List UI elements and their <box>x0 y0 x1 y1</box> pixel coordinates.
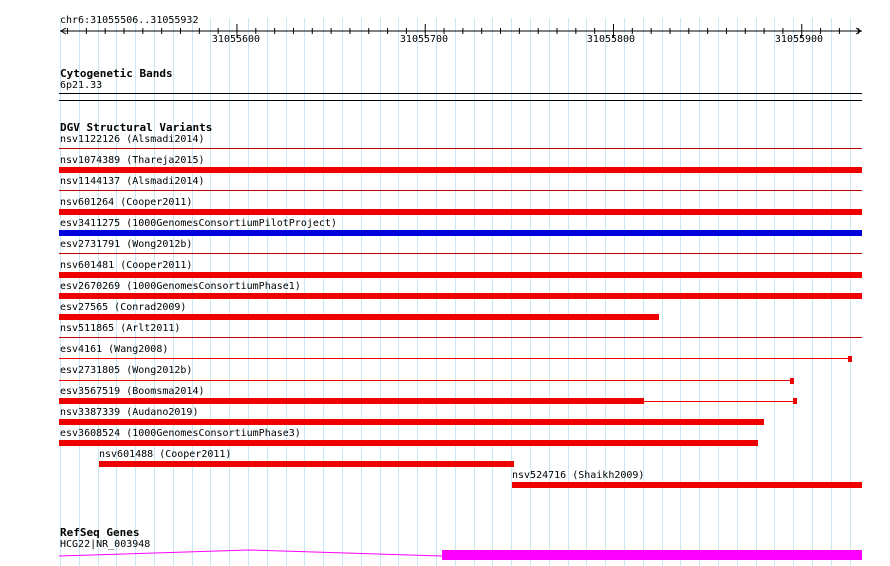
refseq-gene-label[interactable]: HCG22|NR_003948 <box>60 539 151 550</box>
dgv-feature-block[interactable] <box>790 378 794 384</box>
dgv-feature-label[interactable]: nsv601481 (Cooper2011) <box>60 260 193 271</box>
track-divider <box>59 100 862 101</box>
dgv-feature-line[interactable] <box>59 190 862 191</box>
dgv-feature-bar[interactable] <box>59 314 659 320</box>
dgv-feature-bar[interactable] <box>59 209 862 215</box>
dgv-feature-label[interactable]: nsv1144137 (Alsmadi2014) <box>60 176 205 187</box>
dgv-feature-label[interactable]: nsv1074389 (Thareja2015) <box>60 155 205 166</box>
dgv-feature-label[interactable]: esv2731805 (Wong2012b) <box>60 365 193 376</box>
dgv-feature-bar[interactable] <box>99 461 514 467</box>
ruler-tick-label: 31055800 <box>586 34 636 45</box>
dgv-feature-block[interactable] <box>793 398 797 404</box>
dgv-feature-line[interactable] <box>59 253 862 254</box>
dgv-feature-label[interactable]: esv3567519 (Boomsma2014) <box>60 386 205 397</box>
refseq-exon-block[interactable] <box>442 550 862 560</box>
ruler-tick-label: 31055700 <box>399 34 449 45</box>
cytoband-label[interactable]: 6p21.33 <box>60 80 103 91</box>
dgv-feature-label[interactable]: esv27565 (Conrad2009) <box>60 302 187 313</box>
dgv-track-title[interactable]: DGV Structural Variants <box>60 121 213 134</box>
dgv-feature-line[interactable] <box>59 337 862 338</box>
dgv-feature-line[interactable] <box>644 401 794 402</box>
dgv-feature-block[interactable] <box>848 356 852 362</box>
dgv-feature-label[interactable]: esv3411275 (1000GenomesConsortiumPilotProject) <box>60 218 337 229</box>
dgv-feature-label[interactable]: esv4161 (Wang2008) <box>60 344 169 355</box>
ruler-tick-label: 31055600 <box>211 34 261 45</box>
dgv-feature-line[interactable] <box>59 380 791 381</box>
dgv-feature-label[interactable]: esv2670269 (1000GenomesConsortiumPhase1) <box>60 281 301 292</box>
dgv-feature-label[interactable]: nsv601264 (Cooper2011) <box>60 197 193 208</box>
dgv-feature-bar[interactable] <box>59 398 644 404</box>
dgv-feature-bar[interactable] <box>59 167 862 173</box>
dgv-feature-bar[interactable] <box>59 440 758 446</box>
dgv-feature-label[interactable]: esv3608524 (1000GenomesConsortiumPhase3) <box>60 428 301 439</box>
dgv-feature-label[interactable]: nsv1122126 (Alsmadi2014) <box>60 134 205 145</box>
ruler-position-label: chr6:31055506..31055932 <box>60 15 199 26</box>
ruler-scale <box>0 0 890 60</box>
dgv-feature-bar[interactable] <box>59 272 862 278</box>
dgv-feature-label[interactable]: nsv601488 (Cooper2011) <box>99 449 232 460</box>
dgv-feature-line[interactable] <box>59 148 862 149</box>
cytoband-track-title[interactable]: Cytogenetic Bands <box>60 67 173 80</box>
refseq-track-title[interactable]: RefSeq Genes <box>60 526 140 539</box>
dgv-feature-bar[interactable] <box>59 419 764 425</box>
ruler-tick-label: 31055900 <box>774 34 824 45</box>
dgv-feature-label[interactable]: nsv3387339 (Audano2019) <box>60 407 199 418</box>
dgv-feature-label[interactable]: nsv524716 (Shaikh2009) <box>512 470 645 481</box>
dgv-feature-label[interactable]: esv2731791 (Wong2012b) <box>60 239 193 250</box>
dgv-feature-line[interactable] <box>59 358 849 359</box>
dgv-feature-label[interactable]: nsv511865 (Arlt2011) <box>60 323 181 334</box>
dgv-feature-bar[interactable] <box>59 230 862 236</box>
dgv-feature-bar[interactable] <box>59 293 862 299</box>
dgv-feature-bar[interactable] <box>512 482 862 488</box>
refseq-intron-line[interactable] <box>59 545 449 559</box>
cytoband-line <box>59 93 862 94</box>
